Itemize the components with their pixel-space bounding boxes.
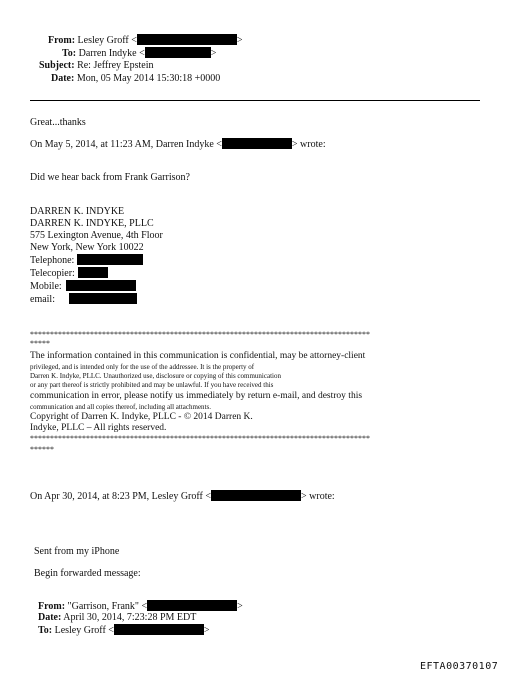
quote2-prefix: On Apr 30, 2014, at 8:23 PM, Lesley Groff < — [30, 491, 211, 502]
conf-line-2: privileged, and is intended only for the use of the addressee. It is the property of — [30, 363, 255, 371]
sig-mobile-label: Mobile: — [30, 281, 62, 292]
header-from-row — [48, 34, 243, 47]
quote2-attribution — [30, 490, 335, 503]
close-bracket: > — [236, 35, 243, 46]
sig-email — [30, 293, 163, 306]
redaction-bar — [145, 47, 211, 58]
quote1-prefix: On May 5, 2014, at 11:23 AM, Darren Indyke < — [30, 139, 222, 150]
stars-bottom-cont: ****** — [30, 445, 54, 454]
close-bracket: > — [237, 601, 243, 612]
sent-from-text: Sent from my iPhone — [34, 546, 120, 557]
redaction-bar — [66, 280, 136, 291]
stars-bottom: ************************************************************************************* — [30, 434, 370, 443]
stars-top-cont: ***** — [30, 339, 50, 348]
quote1-attribution — [30, 138, 326, 151]
fwd-from-label: From: — [38, 601, 66, 612]
question-text: Did we hear back from Frank Garrison? — [30, 172, 190, 183]
redaction-bar — [211, 490, 301, 501]
conf-line-7: Copyright of Darren K. Indyke, PLLC - © 2014 Darren K. — [30, 412, 253, 422]
header-subject-value: Re: Jeffrey Epstein — [77, 60, 154, 71]
header-divider — [30, 100, 480, 101]
quote1-suffix: > wrote: — [291, 139, 326, 150]
sig-addr2: New York, New York 10022 — [30, 242, 144, 253]
quote2-suffix: > wrote: — [301, 491, 335, 502]
close-bracket: > — [203, 625, 210, 636]
fwd-date-row — [38, 612, 196, 624]
header-date-row — [51, 73, 220, 85]
sig-fax-label: Telecopier: — [30, 268, 75, 279]
reply-text: Great...thanks — [30, 117, 86, 128]
fwd-from-value: "Garrison, Frank" < — [67, 601, 148, 612]
sig-addr1: 575 Lexington Avenue, 4th Floor — [30, 230, 163, 241]
forwarded-text: Begin forwarded message: — [34, 568, 141, 579]
header-to-row — [62, 47, 216, 60]
fwd-to-row — [38, 624, 210, 637]
conf-line-8: Indyke, PLLC – All rights reserved. — [30, 423, 167, 433]
conf-line-5: communication in error, please notify us immediately by return e-mail, and destroy this — [30, 391, 363, 401]
header-from-label: From: — [48, 35, 76, 46]
conf-line-4: or any part thereof is strictly prohibited and may be unlawful. If you have received this — [30, 381, 274, 389]
fwd-to-value: Lesley Groff < — [54, 625, 114, 636]
header-to-value: Darren Indyke < — [78, 48, 145, 59]
header-subject-row — [39, 60, 154, 72]
document-id: EFTA00370107 — [420, 661, 499, 672]
header-date-value: Mon, 05 May 2014 15:30:18 +0000 — [76, 73, 221, 84]
sig-tel-label: Telephone: — [30, 255, 75, 266]
conf-line-3: Darren K. Indyke, PLLC. Unauthorized use, disclosure or copying of this communication — [30, 372, 281, 380]
redaction-bar — [222, 138, 292, 149]
redaction-bar — [77, 254, 143, 265]
sig-email-label: email: — [30, 294, 55, 305]
sig-mobile — [30, 280, 163, 293]
header-from-value: Lesley Groff < — [77, 35, 137, 46]
fwd-date-value: April 30, 2014, 7:23:28 PM EDT — [63, 612, 197, 623]
sig-tel — [30, 254, 163, 267]
redaction-bar — [147, 600, 237, 611]
redaction-bar — [114, 624, 204, 635]
signature-block — [30, 206, 163, 306]
redaction-bar — [78, 267, 108, 278]
fwd-to-label: To: — [38, 625, 53, 636]
redaction-bar — [137, 34, 237, 45]
conf-line-1: The information contained in this communication is confidential, may be attorney-client — [30, 351, 366, 361]
redaction-bar — [69, 293, 137, 304]
header-to-label: To: — [62, 48, 77, 59]
close-bracket: > — [210, 48, 217, 59]
sig-name: DARREN K. INDYKE — [30, 206, 125, 217]
header-date-label: Date: — [51, 73, 75, 84]
stars-top: ************************************************************************************* — [30, 330, 370, 339]
conf-line-6: communication and all copies thereof, including all attachments. — [30, 403, 211, 411]
fwd-date-label: Date: — [38, 612, 62, 623]
sig-fax — [30, 267, 163, 280]
header-subject-label: Subject: — [39, 60, 75, 71]
sig-firm: DARREN K. INDYKE, PLLC — [30, 218, 154, 229]
